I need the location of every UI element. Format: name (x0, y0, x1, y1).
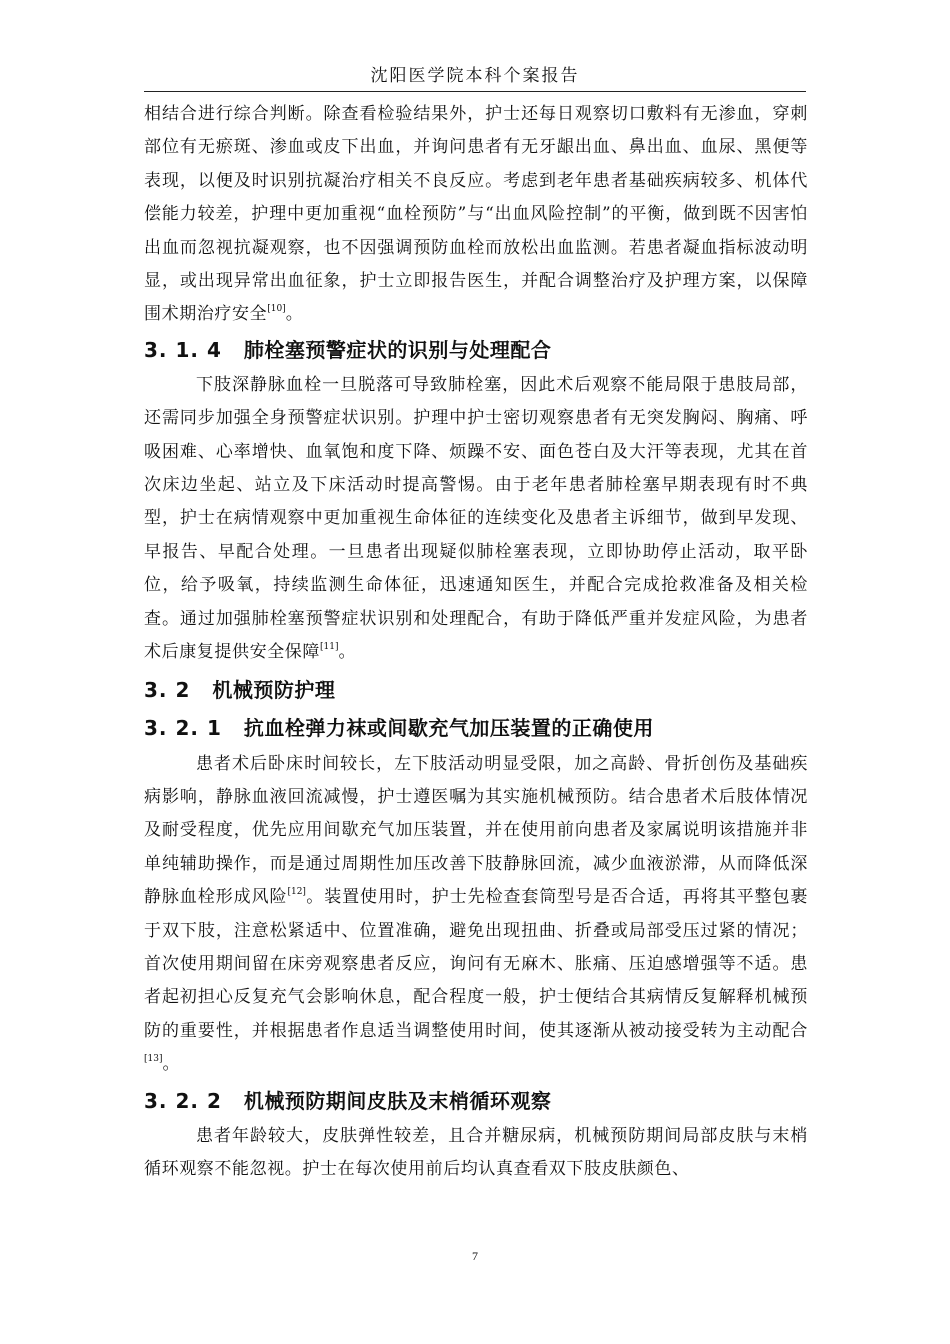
citation-ref: [11] (320, 642, 339, 653)
paragraph-text: 下肢深静脉血栓一旦脱落可导致肺栓塞，因此术后观察不能局限于患肢局部，还需同步加强全身预警症状识别。护理中护士密切观察患者有无突发胸闷、胸痛、呼吸困难、心率增快、血氧饱和度下降、烦躁不安、面色苍白及大汗等表现，尤其在首次床边坐起、站立及下床活动时提高警惕。由于老年患者肺栓塞早期表现有时不典型，护士在病情观察中更加重视生命体征的连续变化及患者主诉细节，做到早发现、早报告、早配合处理。一旦患者出现疑似肺栓塞表现，立即协助停止活动，取平卧位，给予吸氧，持续监测生命体征，迅速通知医生，并配合完成抢救准备及相关检查。通过加强肺栓塞预警症状识别和处理配合，有助于降低严重并发症风险，为患者术后康复提供安全保障 (144, 374, 808, 663)
section-number: 3. 2. 1 (144, 715, 222, 740)
paragraph-text: 。装置使用时，护士先检查套筒型号是否合适，再将其平整包裹于双下肢，注意松紧适中、位置准确，避免出现扭曲、折叠或局部受压过紧的情况；首次使用期间留在床旁观察患者反应，询问有无麻木、胀痛、压迫感增强等不适。患者起初担心反复充气会影响休息，配合程度一般，护士便结合其病情反复解释机械预防的重要性，并根据患者作息适当调整使用时间，使其逐渐从被动接受转为主动配合 (144, 887, 808, 1041)
paragraph-tail: 。 (285, 304, 304, 325)
running-header: 沈阳医学院本科个案报告 (370, 66, 580, 86)
section-heading-3-1-4 (144, 334, 808, 366)
paragraph-anticoagulation-observation (144, 98, 808, 332)
citation-ref: [10] (267, 304, 286, 315)
section-title: 机械预防护理 (212, 677, 336, 702)
section-heading-3-2-1 (144, 712, 808, 744)
paragraph-tail: 。 (338, 642, 357, 663)
section-number: 3. 2 (144, 677, 191, 702)
section-title: 抗血栓弹力袜或间歇充气加压装置的正确使用 (243, 715, 654, 740)
page-number: 7 (472, 1249, 478, 1263)
paragraph-text: 患者年龄较大，皮肤弹性较差，且合并糖尿病，机械预防期间局部皮肤与末梢循环观察不能忽视。护士在每次使用前后均认真查看双下肢皮肤颜色、 (144, 1125, 808, 1179)
section-number: 3. 2. 2 (144, 1088, 222, 1113)
section-heading-3-2-2 (144, 1085, 808, 1117)
section-title: 机械预防期间皮肤及末梢循环观察 (243, 1088, 552, 1113)
citation-ref: [13] (144, 1054, 163, 1065)
page-body (144, 98, 808, 1186)
citation-ref: [12] (287, 887, 306, 898)
paragraph-text: 相结合进行综合判断。除查看检验结果外，护士还每日观察切口敷料有无渗血，穿刺部位有无瘀斑、渗血或皮下出血，并询问患者有无牙龈出血、鼻出血、血尿、黑便等表现，以便及时识别抗凝治疗相关不良反应。考虑到老年患者基础疾病较多、机体代偿能力较差，护理中更加重视“血栓预防”与“出血风险控制”的平衡，做到既不因害怕出血而忽视抗凝观察，也不因强调预防血栓而放松出血监测。若患者凝血指标波动明显，或出现异常出血征象，护士立即报告医生，并配合调整治疗及护理方案，以保障围术期治疗安全 (144, 104, 808, 325)
paragraph-pulmonary-embolism (144, 369, 808, 670)
header-divider (144, 91, 806, 92)
section-title: 肺栓塞预警症状的识别与处理配合 (243, 337, 552, 362)
paragraph-text: 患者术后卧床时间较长，左下肢活动明显受限，加之高龄、骨折创伤及基础疾病影响，静脉血液回流减慢，护士遵医嘱为其实施机械预防。结合患者术后肢体情况及耐受程度，优先应用间歇充气加压装置，并在使用前向患者及家属说明该措施并非单纯辅助操作，而是通过周期性加压改善下肢静脉回流，减少血液淤滞，从而降低深静脉血栓形成风险 (144, 753, 808, 908)
paragraph-tail: 。 (162, 1054, 181, 1075)
paragraph-mechanical-prophylaxis (144, 748, 808, 1082)
section-heading-3-2 (144, 674, 808, 706)
paragraph-skin-circulation (144, 1120, 808, 1187)
section-number: 3. 1. 4 (144, 337, 222, 362)
